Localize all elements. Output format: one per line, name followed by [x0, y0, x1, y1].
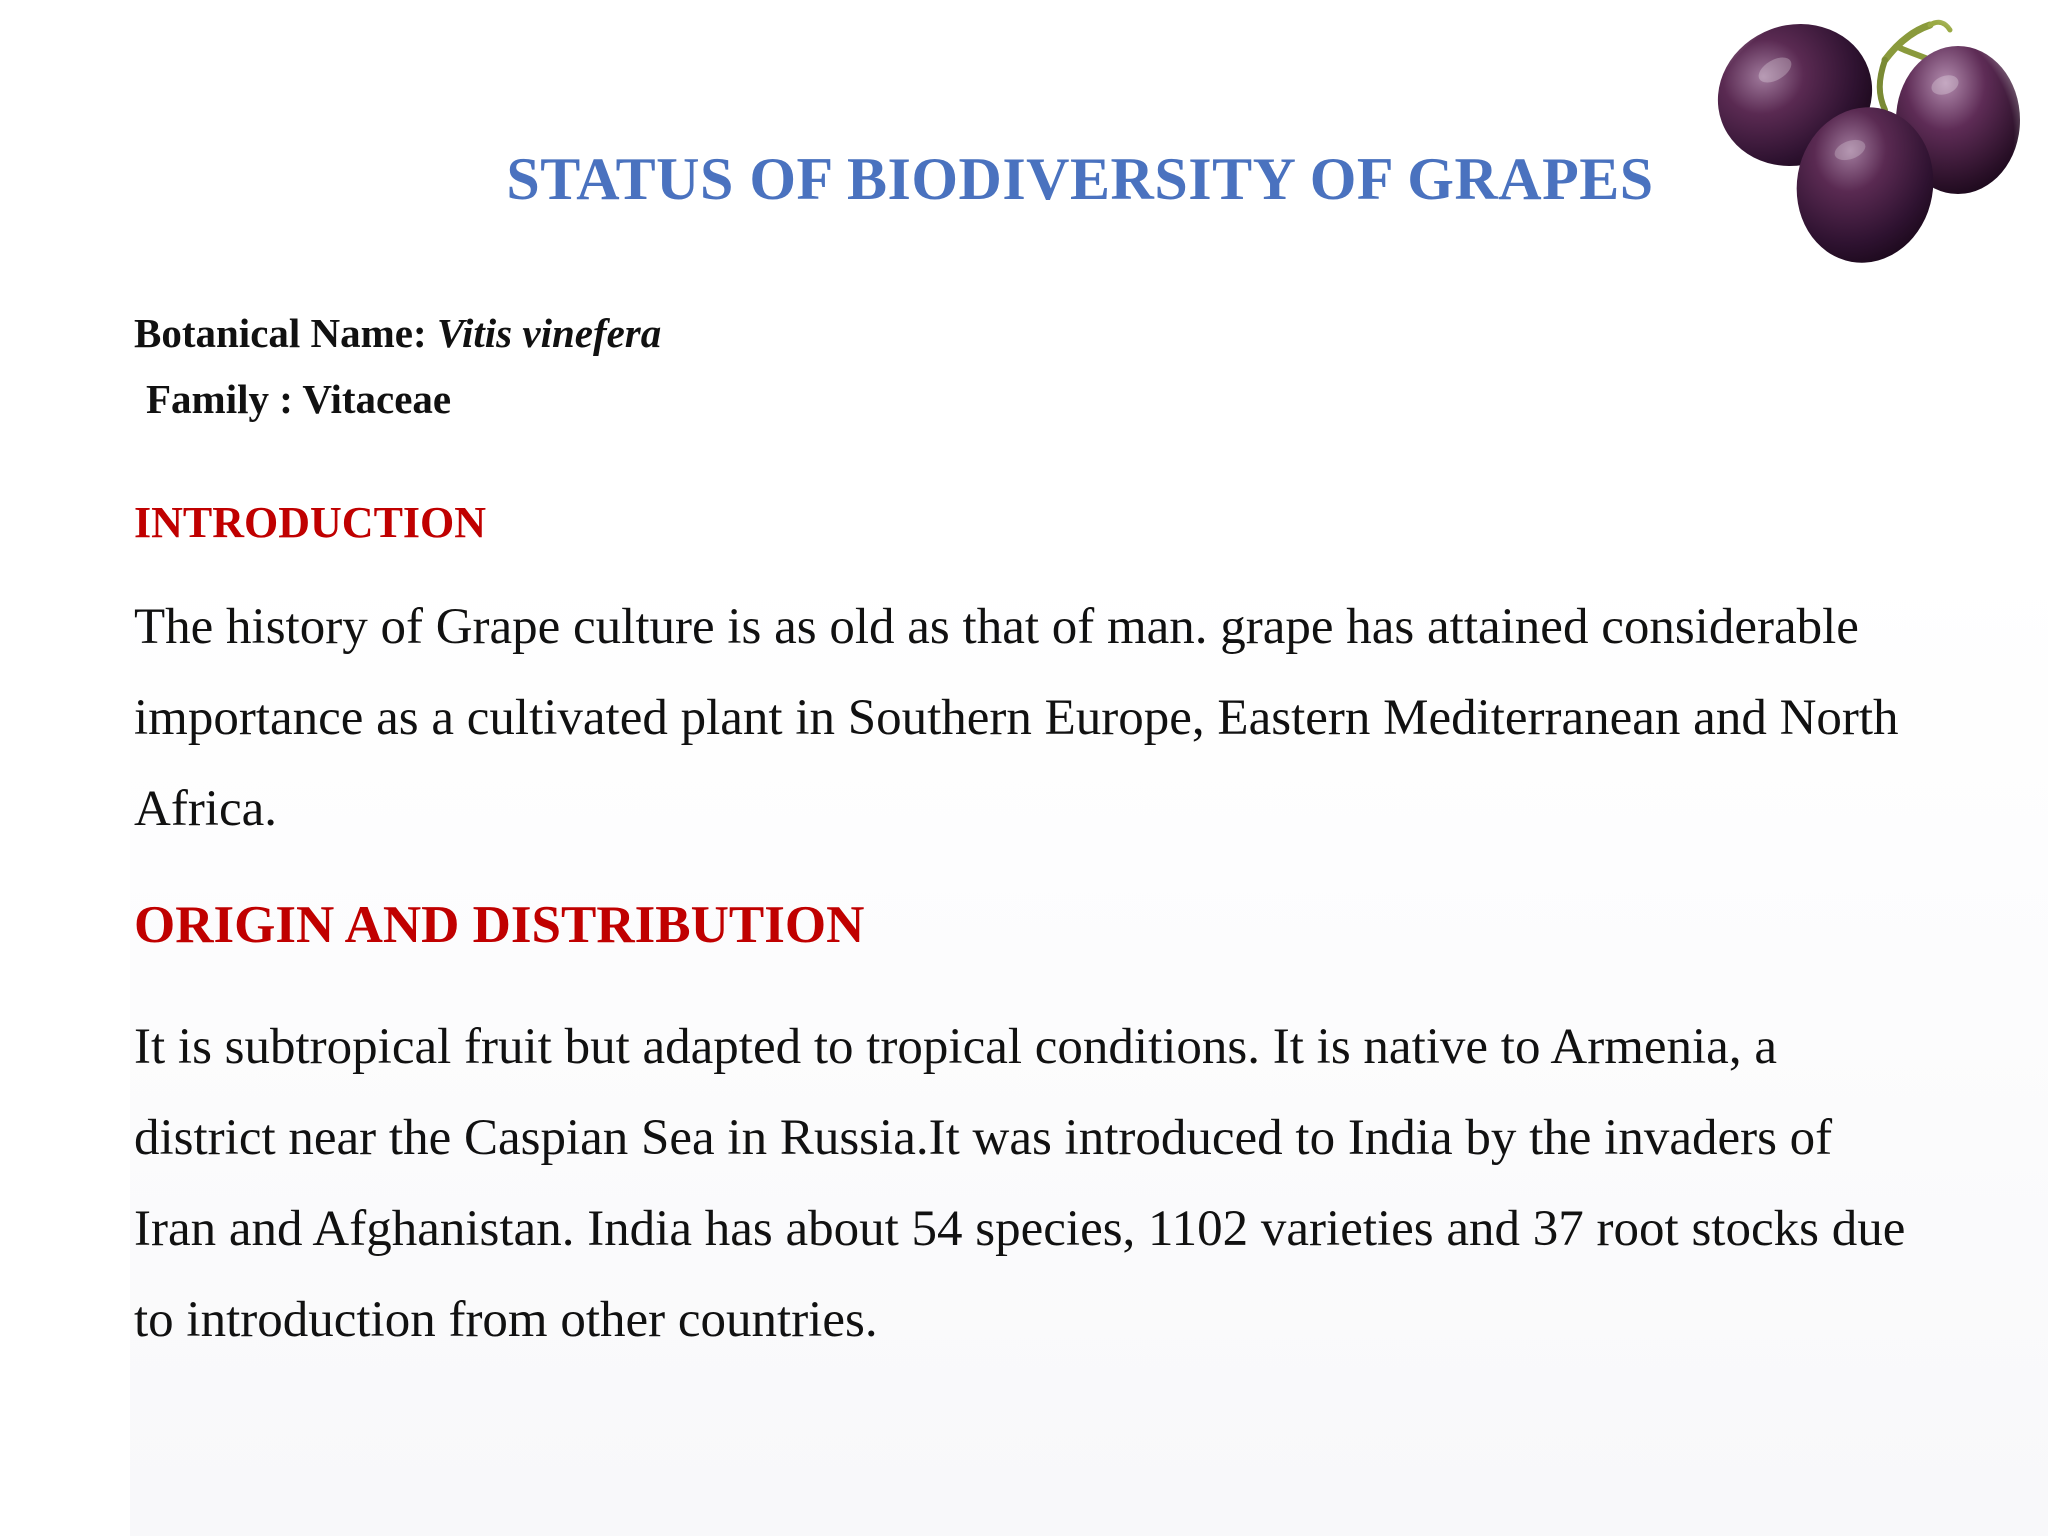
introduction-line: Africa.	[134, 781, 277, 837]
grapes-cluster-icon	[1700, 0, 2020, 270]
plant-info	[134, 300, 661, 432]
origin-line: Iran and Afghanistan. India has about 54 species, 1102 varieties and 37 root stocks due	[134, 1201, 1906, 1257]
introduction-line: The history of Grape culture is as old as that of man. grape has attained considerable	[134, 599, 1859, 655]
family-value: Vitaceae	[302, 376, 452, 422]
botanical-name-row	[134, 300, 661, 366]
botanical-name-label: Botanical Name:	[134, 310, 427, 356]
origin-line: to introduction from other countries.	[134, 1292, 878, 1348]
origin-line: It is subtropical fruit but adapted to tropical conditions. It is native to Armenia, a	[134, 1019, 1777, 1075]
slide-title: STATUS OF BIODIVERSITY OF GRAPES	[506, 146, 1654, 212]
origin-paragraph	[134, 1002, 2024, 1366]
botanical-name-value: Vitis vinefera	[436, 310, 662, 356]
introduction-paragraph	[134, 582, 2024, 855]
introduction-heading: INTRODUCTION	[134, 498, 487, 547]
family-row	[134, 366, 661, 432]
introduction-line: importance as a cultivated plant in Southern Europe, Eastern Mediterranean and North	[134, 690, 1899, 746]
family-label: Family :	[146, 376, 293, 422]
origin-heading: ORIGIN AND DISTRIBUTION	[134, 896, 865, 954]
origin-line: district near the Caspian Sea in Russia.It was introduced to India by the invaders of	[134, 1110, 1833, 1166]
